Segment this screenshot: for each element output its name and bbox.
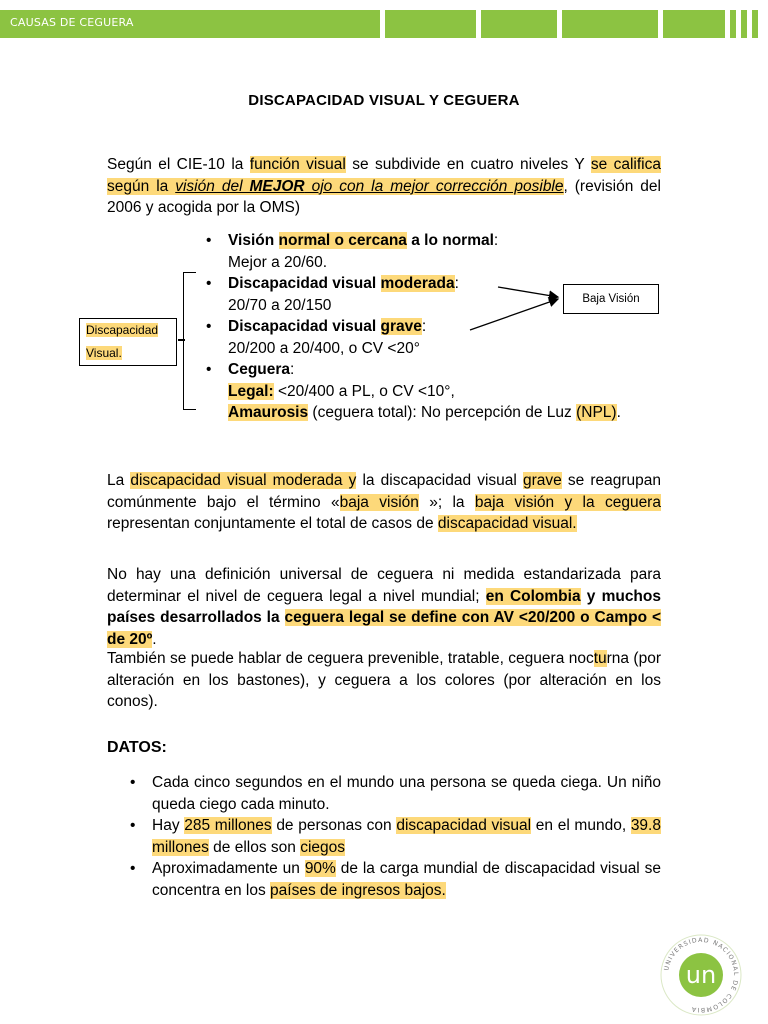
ceguera-legal-paragraph: No hay una definición universal de ceguera ni medida estandarizada para determinar el nivel de ceguera legal a nivel mundial; en Colombia y muchos países desarrollados la ceguera legal se define con AV <20/200 o Campo < de 20º. <box>107 566 661 648</box>
universidad-nacional-logo <box>656 930 746 1020</box>
datos-list <box>130 772 661 901</box>
datos-heading: DATOS: <box>107 739 167 756</box>
list-item: • Discapacidad visual grave: 20/200 a 20/400, o CV <20° <box>206 316 661 359</box>
baja-vision-label: Baja Visión <box>582 293 640 305</box>
intro-paragraph: Según el CIE-10 la función visual se subdivide en cuatro niveles Y se califica según la visión del MEJOR ojo con la mejor corrección posible, (revisión del 2006 y acogida por la OMS) <box>107 156 661 216</box>
logo-ring-text: UNIVERSIDAD NACIONAL DE COLOMBIA <box>663 936 740 1014</box>
box-label-line2: Visual. <box>86 346 122 360</box>
header-title: CAUSAS DE CEGUERA <box>10 16 134 29</box>
list-item: • Discapacidad visual moderada: 20/70 a 20/150 <box>206 273 661 316</box>
baja-vision-paragraph: La discapacidad visual moderada y la discapacidad visual grave se reagrupan comúnmente bajo el término «baja visión »; la baja visión y la ceguera representan conjuntamente el total de casos de discapacidad visual. <box>107 472 661 532</box>
logo-mark: un <box>685 961 717 989</box>
document-title: DISCAPACIDAD VISUAL Y CEGUERA <box>248 92 520 109</box>
vision-levels-list <box>206 230 661 424</box>
list-item: • Hay 285 millones de personas con discapacidad visual en el mundo, 39.8 millones de ellos son ciegos <box>130 815 661 858</box>
tipos-ceguera-paragraph: También se puede hablar de ceguera prevenible, tratable, ceguera nocturna (por alteración en los bastones), y ceguera a los colores (por alteración en los conos). <box>107 650 661 710</box>
list-item: • Cada cinco segundos en el mundo una persona se queda ciega. Un niño queda ciego cada minuto. <box>130 772 661 815</box>
box-label-line1: Discapacidad <box>86 323 159 337</box>
list-item: • Visión normal o cercana a lo normal: Mejor a 20/60. <box>206 230 661 273</box>
list-item: • Aproximadamente un 90% de la carga mundial de discapacidad visual se concentra en los países de ingresos bajos. <box>130 858 661 901</box>
list-item: • Ceguera: Legal: <20/400 a PL, o CV <10°, Amaurosis (ceguera total): No percepción de Luz (NPL). <box>206 359 661 424</box>
